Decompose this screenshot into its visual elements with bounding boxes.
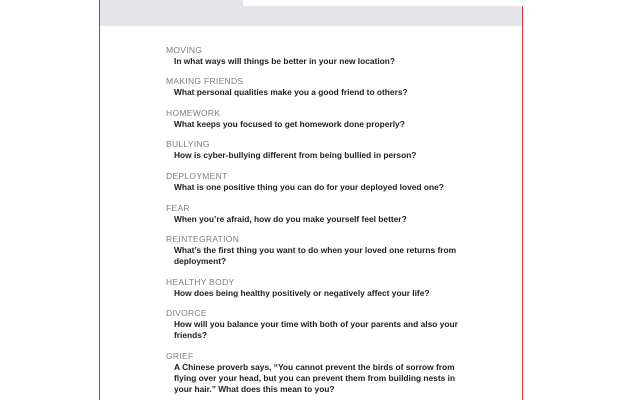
- question-text: In what ways will things be better in your new location?: [174, 56, 396, 66]
- question-item-bullying: [166, 139, 486, 161]
- topic-label: MOVING: [166, 45, 203, 55]
- question-text: When you’re afraid, how do you make yourself feel better?: [174, 214, 407, 224]
- question-text: How is cyber-bullying different from being bullied in person?: [174, 150, 417, 160]
- question-item-deployment: [166, 171, 486, 193]
- header-band-inner: [243, 0, 578, 6]
- question-item-moving: [166, 45, 486, 67]
- question-item-divorce: [166, 308, 486, 341]
- question-item-reintegration: [166, 234, 486, 267]
- question-text: What personal qualities make you a good friend to others?: [174, 87, 408, 97]
- question-text: A Chinese proverb says, “You cannot prevent the birds of sorrow from flying over your head, but you can prevent them from building nests in your hair.” What does this mean to you?: [174, 362, 456, 394]
- question-item-fear: [166, 203, 486, 225]
- question-text: What is one positive thing you can do for your deployed loved one?: [174, 182, 444, 192]
- topic-label: REINTEGRATION: [166, 234, 240, 244]
- question-text: How will you balance your time with both of your parents and also your friends?: [174, 319, 458, 340]
- topic-label: FEAR: [166, 203, 190, 213]
- question-text: How does being healthy positively or negatively affect your life?: [174, 288, 430, 298]
- topic-label: HOMEWORK: [166, 108, 221, 118]
- question-item-homework: [166, 108, 486, 130]
- question-text: What keeps you focused to get homework done properly?: [174, 119, 405, 129]
- question-text: What’s the first thing you want to do when your loved one returns from deployment?: [174, 245, 457, 266]
- topic-label: DEPLOYMENT: [166, 171, 228, 181]
- question-item-grief: [166, 351, 486, 395]
- question-item-healthy-body: [166, 277, 486, 299]
- topic-label: HEALTHY BODY: [166, 277, 235, 287]
- topic-label: DIVORCE: [166, 308, 207, 318]
- header-band: [100, 0, 522, 26]
- topic-label: GRIEF: [166, 351, 194, 361]
- question-item-making-friends: [166, 76, 486, 98]
- topic-label: MAKING FRIENDS: [166, 76, 244, 86]
- topic-label: BULLYING: [166, 139, 210, 149]
